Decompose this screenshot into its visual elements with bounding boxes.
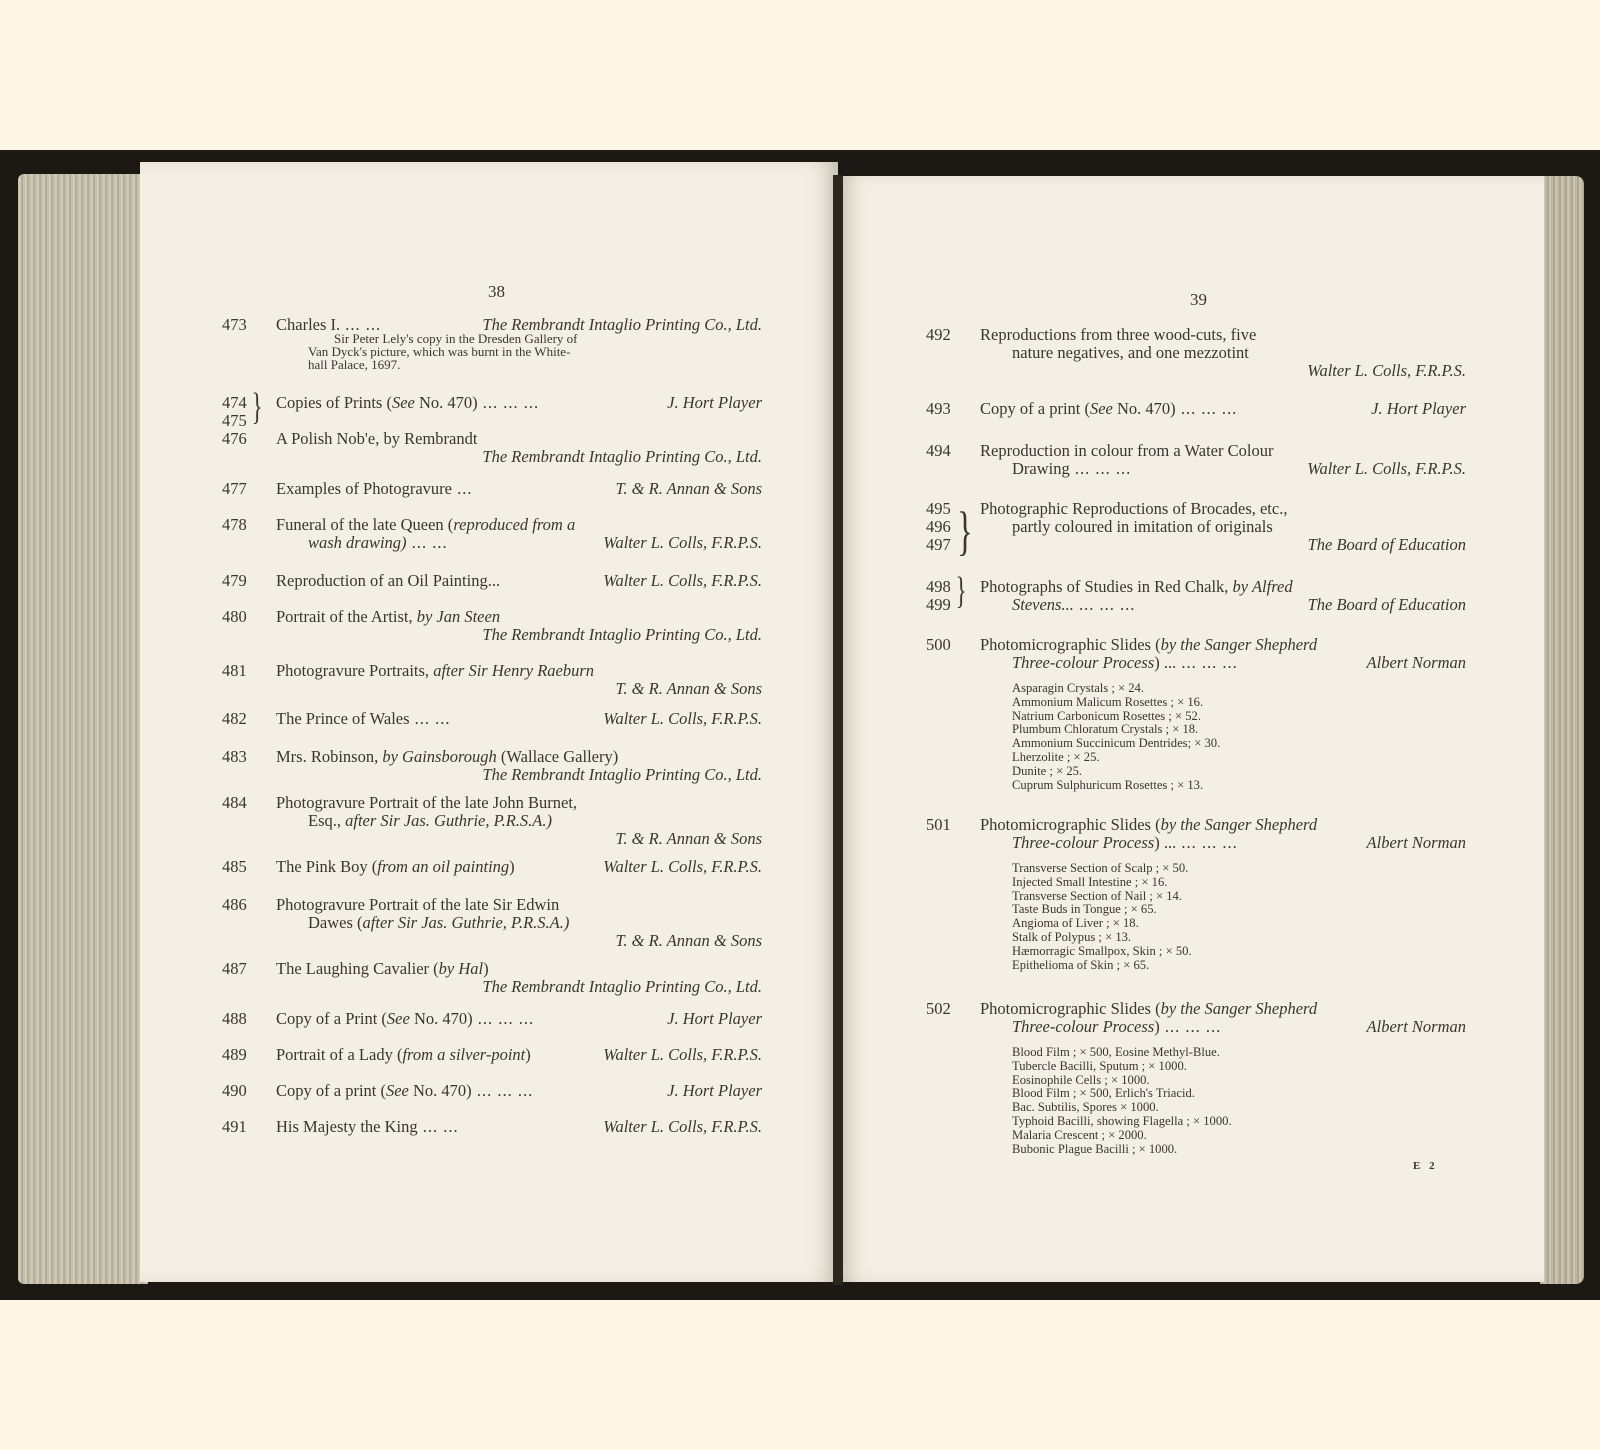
leader-dots: ... ... ... xyxy=(471,1081,534,1100)
entry-credit: The Board of Education xyxy=(1307,535,1466,554)
entry-note-line: hall Palace, 1697. xyxy=(308,357,401,372)
entry-credit: J. Hort Player xyxy=(1371,399,1466,418)
slide-list-item: Tubercle Bacilli, Sputum ; × 1000. xyxy=(1012,1058,1187,1073)
entry-title-text: Copies of Prints ( xyxy=(276,393,392,412)
entry-title xyxy=(276,430,477,448)
entry-number: 495 xyxy=(926,499,951,518)
entry-line2-tail: ) xyxy=(1154,1017,1160,1036)
entry-title-text: The Laughing Cavalier ( xyxy=(276,959,439,978)
entry-line2-text: wash drawing) xyxy=(308,533,407,552)
entry-number: 473 xyxy=(222,315,247,334)
leader-dots: ... ... xyxy=(340,315,382,334)
entry-title xyxy=(980,326,1256,344)
entry-line2-italic: after Sir Jas. Guthrie, P.R.S.A.) xyxy=(345,811,552,830)
entry-title-italic: from a silver-point xyxy=(402,1045,526,1064)
slide-list-item: Malaria Crescent ; × 2000. xyxy=(1012,1127,1147,1142)
entry-number: 500 xyxy=(926,635,951,654)
entry-title-italic: See xyxy=(386,1009,410,1028)
slide-list-item: Ammonium Succinicum Dentrides; × 30. xyxy=(1012,736,1221,751)
entry-number: 493 xyxy=(926,399,951,418)
entry-title-tail: ) xyxy=(509,857,515,876)
entry-title xyxy=(276,1046,531,1064)
entry-number: 483 xyxy=(222,747,247,766)
entry-title-text: Copy of a Print ( xyxy=(276,1009,387,1028)
entry-title-text: Photomicrographic Slides ( xyxy=(980,815,1161,834)
entry-credit: The Rembrandt Intaglio Printing Co., Ltd. xyxy=(482,977,762,996)
entry-title-italic: See xyxy=(391,393,415,412)
entry-credit: Walter L. Colls, F.R.P.S. xyxy=(1307,459,1466,478)
entry-title-text: The Pink Boy ( xyxy=(276,857,378,876)
entry-number: 482 xyxy=(222,709,247,728)
entry-credit: Walter L. Colls, F.R.P.S. xyxy=(1307,361,1466,380)
entry-number: 492 xyxy=(926,325,951,344)
entry-title-italic: by the Sanger Shepherd xyxy=(1160,815,1318,834)
slide-list-item: Blood Film ; × 500, Eosine Methyl-Blue. xyxy=(1012,1045,1220,1059)
entry-number: 494 xyxy=(926,441,951,460)
entry-title-text: His Majesty the King xyxy=(276,1117,418,1136)
entry-title xyxy=(276,608,500,626)
entry-title xyxy=(980,500,1287,518)
entry-title-text: Examples of Photogravure xyxy=(276,479,452,498)
leader-dots: ... ... xyxy=(409,709,451,728)
entry-number: 485 xyxy=(222,857,247,876)
entry-title xyxy=(276,1010,534,1028)
brace-mark: } xyxy=(251,386,263,428)
entry-title xyxy=(980,816,1317,834)
leader-dots: ... ... ... xyxy=(1176,833,1238,852)
entry-number: 475 xyxy=(222,411,247,430)
entry-title-continued xyxy=(308,914,569,932)
slide-list-item: Ammonium Malicum Rosettes ; × 16. xyxy=(1012,694,1204,709)
entry-credit: The Board of Education xyxy=(1307,595,1466,614)
entry-title-tail: No. 470) xyxy=(409,1009,473,1028)
entry-title-tail: No. 470) xyxy=(414,393,478,412)
entry-title xyxy=(276,960,489,978)
leader-dots: ... ... ... xyxy=(1069,459,1132,478)
entry-title-text: Portrait of the Artist, xyxy=(276,607,417,626)
entry-number: 476 xyxy=(222,429,247,448)
entry-title-tail: No. 470) xyxy=(1112,399,1176,418)
entry-number: 497 xyxy=(926,535,951,554)
entry-credit: T. & R. Annan & Sons xyxy=(615,829,762,848)
slide-list-item: Asparagin Crystals ; × 24. xyxy=(1012,681,1144,695)
entry-title xyxy=(276,662,594,680)
slide-list-item: Transverse Section of Nail ; × 14. xyxy=(1012,888,1182,903)
entry-line2-text: Dawes ( xyxy=(308,913,363,932)
slide-list-item: Bac. Subtilis, Spores × 1000. xyxy=(1012,1100,1159,1115)
entry-title-text: Copy of a print ( xyxy=(276,1081,386,1100)
slide-list-item: Stalk of Polypus ; × 13. xyxy=(1012,929,1132,944)
entry-credit: Walter L. Colls, F.R.P.S. xyxy=(603,709,762,728)
entry-title-text: Photographic Reproductions of Brocades, etc., xyxy=(980,499,1288,518)
entry-line2-text: Drawing xyxy=(1012,459,1070,478)
entry-title-text: Photographs of Studies in Red Chalk, xyxy=(980,577,1233,596)
entry-title-italic: by Gainsborough xyxy=(382,747,497,766)
entry-title xyxy=(276,794,577,812)
entry-title xyxy=(276,896,559,914)
entry-title-italic: by the Sanger Shepherd xyxy=(1160,635,1318,654)
entry-credit: T. & R. Annan & Sons xyxy=(615,679,762,698)
entry-title-text: Reproduction in colour from a Water Colour xyxy=(980,441,1274,460)
entry-title-italic: by Hal xyxy=(438,959,484,978)
entry-credit: The Rembrandt Intaglio Printing Co., Ltd. xyxy=(482,765,762,784)
entry-title-continued xyxy=(1012,344,1249,362)
entry-title-text: Copy of a print ( xyxy=(980,399,1090,418)
entry-credit: The Rembrandt Intaglio Printing Co., Ltd. xyxy=(482,315,762,334)
entry-line2-italic: after Sir Jas. Guthrie, P.R.S.A.) xyxy=(362,913,570,932)
entry-title-text: Photogravure Portraits, xyxy=(276,661,434,680)
entry-line2-text: Esq., xyxy=(308,811,346,830)
entry-title xyxy=(276,572,500,590)
entry-title xyxy=(980,578,1293,596)
entry-number: 480 xyxy=(222,607,247,626)
entry-title xyxy=(276,480,472,498)
entry-number: 502 xyxy=(926,999,951,1018)
entry-title-tail: ) xyxy=(483,959,489,978)
entry-number: 490 xyxy=(222,1081,247,1100)
entry-title-continued xyxy=(1012,654,1238,672)
entry-line2-italic: Three-colour Process xyxy=(1012,1017,1155,1036)
slide-list-item: Lherzolite ; × 25. xyxy=(1012,749,1100,764)
entry-credit: Walter L. Colls, F.R.P.S. xyxy=(603,571,762,590)
entry-title-italic: by the Sanger Shepherd xyxy=(1160,999,1318,1018)
entry-title-text: A Polish Nob'e, by Rembrandt xyxy=(276,429,478,448)
slide-list-item: Plumbum Chloratum Crystals ; × 18. xyxy=(1012,722,1199,737)
leader-dots: ... ... xyxy=(406,533,448,552)
entry-title-continued xyxy=(308,812,552,830)
entry-title xyxy=(980,1000,1317,1018)
slide-list-item: Dunite ; × 25. xyxy=(1012,763,1083,778)
slide-list-item: Transverse Section of Scalp ; × 50. xyxy=(1012,861,1189,875)
entry-number: 487 xyxy=(222,959,247,978)
entry-title-text: Portrait of a Lady ( xyxy=(276,1045,403,1064)
entry-title-continued xyxy=(1012,1018,1221,1036)
entry-title-text: Photomicrographic Slides ( xyxy=(980,635,1161,654)
entry-credit: J. Hort Player xyxy=(667,1009,762,1028)
entry-title xyxy=(276,516,575,534)
entry-title-tail: ) xyxy=(525,1045,531,1064)
entry-title xyxy=(980,400,1237,418)
entry-number: 491 xyxy=(222,1117,247,1136)
book-gutter xyxy=(833,175,843,1285)
slide-list-item: Angioma of Liver ; × 18. xyxy=(1012,916,1139,931)
slide-list xyxy=(1012,862,1192,972)
brace-mark: } xyxy=(955,570,967,612)
leader-dots: ... ... ... xyxy=(1159,1017,1222,1036)
slide-list-item: Hæmorragic Smallpox, Skin ; × 50. xyxy=(1012,943,1192,958)
entry-credit: The Rembrandt Intaglio Printing Co., Ltd. xyxy=(482,625,762,644)
slide-list-item: Natrium Carbonicum Rosettes ; × 52. xyxy=(1012,708,1201,723)
entry-line2-italic: Three-colour Process xyxy=(1012,653,1155,672)
entry-title-text: Photogravure Portrait of the late Sir Edwin xyxy=(276,895,560,914)
entry-note-line: Van Dyck's picture, which was burnt in the White- xyxy=(308,344,571,359)
entry-title-text: Reproductions from three wood-cuts, five xyxy=(980,325,1257,344)
entry-line2-text: nature negatives, and one mezzotint xyxy=(1012,343,1249,362)
entry-number: 478 xyxy=(222,515,247,534)
entry-number: 489 xyxy=(222,1045,247,1064)
entry-number: 499 xyxy=(926,595,951,614)
entry-line2-tail: ) ... xyxy=(1154,833,1177,852)
entry-number: 486 xyxy=(222,895,247,914)
entry-credit: T. & R. Annan & Sons xyxy=(615,931,762,950)
slide-list-item: Blood Film ; × 500, Erlich's Triacid. xyxy=(1012,1086,1195,1101)
entry-title xyxy=(276,1118,459,1136)
leader-dots: ... ... ... xyxy=(472,1009,535,1028)
entry-number: 479 xyxy=(222,571,247,590)
entry-title xyxy=(276,710,451,728)
slide-list-item: Cuprum Sulphuricum Rosettes ; × 13. xyxy=(1012,777,1204,792)
entry-title-italic: by Alfred xyxy=(1232,577,1293,596)
entry-credit: J. Hort Player xyxy=(667,393,762,412)
entry-title-text: Photomicrographic Slides ( xyxy=(980,999,1161,1018)
entry-credit: Walter L. Colls, F.R.P.S. xyxy=(603,857,762,876)
entry-credit: T. & R. Annan & Sons xyxy=(615,479,762,498)
slide-list xyxy=(1012,682,1220,792)
entry-credit: Albert Norman xyxy=(1366,1017,1466,1036)
entry-title-text: Mrs. Robinson, xyxy=(276,747,383,766)
entry-title-tail: No. 470) xyxy=(408,1081,472,1100)
entry-title-continued xyxy=(1012,460,1131,478)
entry-number: 474 xyxy=(222,393,247,412)
entry-number: 498 xyxy=(926,577,951,596)
slide-list-item: Bubonic Plague Bacilli ; × 1000. xyxy=(1012,1141,1178,1156)
entry-title-continued xyxy=(1012,518,1273,536)
entry-title-italic: by Jan Steen xyxy=(416,607,501,626)
page-edges-left xyxy=(18,174,148,1284)
entry-credit: Walter L. Colls, F.R.P.S. xyxy=(603,533,762,552)
entry-title xyxy=(276,1082,533,1100)
entry-title-text: Reproduction of an Oil Painting... xyxy=(276,571,501,590)
entry-credit: J. Hort Player xyxy=(667,1081,762,1100)
entry-title-tail: (Wallace Gallery) xyxy=(496,747,619,766)
leader-dots: ... ... ... xyxy=(1073,595,1136,614)
entry-line2-italic: Stevens... xyxy=(1012,595,1074,614)
entry-number: 481 xyxy=(222,661,247,680)
slide-list-item: Injected Small Intestine ; × 16. xyxy=(1012,874,1168,889)
entry-credit: Walter L. Colls, F.R.P.S. xyxy=(603,1117,762,1136)
leader-dots: ... ... ... xyxy=(1176,653,1238,672)
entry-number: 501 xyxy=(926,815,951,834)
slide-list-item: Epithelioma of Skin ; × 65. xyxy=(1012,957,1150,972)
entry-title-italic: reproduced from a xyxy=(453,515,576,534)
entry-title-continued xyxy=(308,534,448,552)
entry-title-italic: See xyxy=(385,1081,409,1100)
entry-title xyxy=(276,748,618,766)
leader-dots: ... xyxy=(451,479,473,498)
entry-credit: Walter L. Colls, F.R.P.S. xyxy=(603,1045,762,1064)
entry-line2-italic: Three-colour Process xyxy=(1012,833,1155,852)
entry-title-continued xyxy=(1012,834,1238,852)
leader-dots: ... ... ... xyxy=(477,393,540,412)
entry-title xyxy=(980,442,1273,460)
entry-title-text: Charles I. xyxy=(276,315,341,334)
slide-list xyxy=(1012,1046,1232,1156)
page-edges-right xyxy=(1540,176,1584,1284)
entry-title-text: Photogravure Portrait of the late John Burnet, xyxy=(276,793,578,812)
page-number-right: 39 xyxy=(1190,290,1207,309)
leader-dots: ... ... ... xyxy=(1175,399,1238,418)
entry-credit: The Rembrandt Intaglio Printing Co., Ltd. xyxy=(482,447,762,466)
entry-title xyxy=(980,636,1317,654)
entry-title-italic: from an oil painting xyxy=(377,857,510,876)
slide-list-item: Typhoid Bacilli, showing Flagella ; × 1000. xyxy=(1012,1113,1232,1128)
entry-title xyxy=(276,858,515,876)
brace-mark: } xyxy=(957,501,973,561)
slide-list-item: Eosinophile Cells ; × 1000. xyxy=(1012,1072,1150,1087)
entry-line2-text: partly coloured in imitation of originals xyxy=(1012,517,1273,536)
entry-note-line: Sir Peter Lely's copy in the Dresden Gallery of xyxy=(334,331,578,346)
entry-number: 484 xyxy=(222,793,247,812)
signature-mark: E 2 xyxy=(1413,1160,1438,1172)
entry-number: 477 xyxy=(222,479,247,498)
entry-number: 488 xyxy=(222,1009,247,1028)
entry-credit: Albert Norman xyxy=(1366,653,1466,672)
entry-title-italic: after Sir Henry Raeburn xyxy=(433,661,595,680)
leader-dots: ... ... xyxy=(417,1117,459,1136)
entry-title xyxy=(276,394,539,412)
entry-title-text: Funeral of the late Queen ( xyxy=(276,515,454,534)
page-number-left: 38 xyxy=(488,282,505,301)
entry-title-italic: See xyxy=(1089,399,1113,418)
entry-number: 496 xyxy=(926,517,951,536)
entry-credit: Albert Norman xyxy=(1366,833,1466,852)
entry-title-text: The Prince of Wales xyxy=(276,709,410,728)
entry-line2-tail: ) ... xyxy=(1154,653,1177,672)
entry-title-continued xyxy=(1012,596,1135,614)
slide-list-item: Taste Buds in Tongue ; × 65. xyxy=(1012,902,1157,917)
